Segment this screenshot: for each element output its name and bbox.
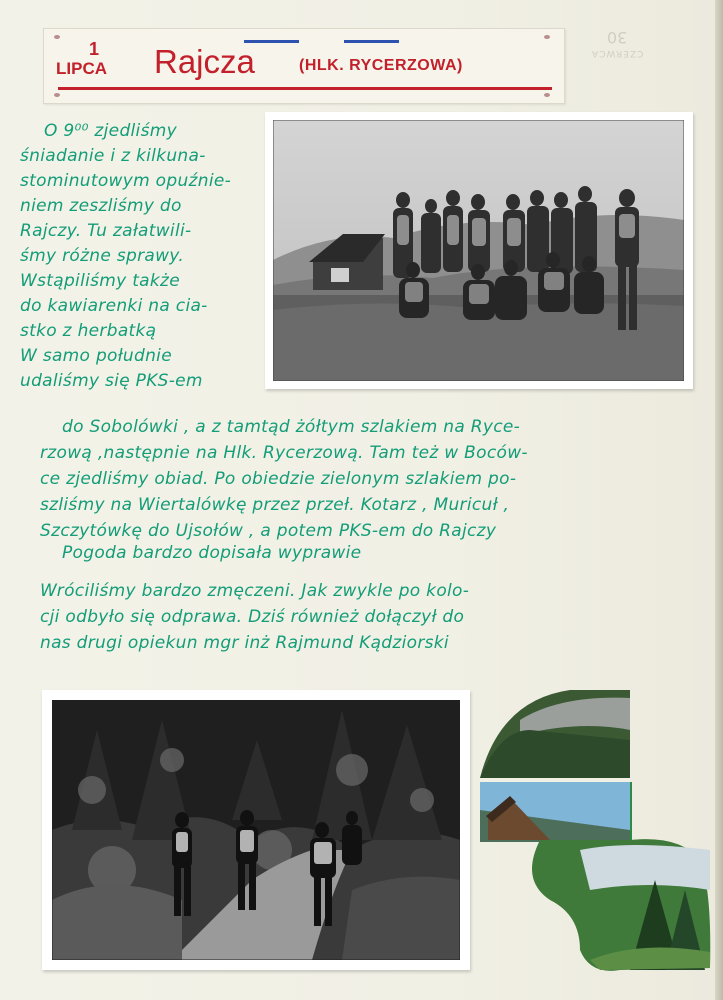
text-line: niem zeszliśmy do	[20, 196, 182, 216]
title-underline	[58, 87, 552, 90]
text-line: Wróciliśmy bardzo zmęczeni. Jak zwykle po kolo-	[40, 581, 470, 601]
text-line: szliśmy na Wiertalówkę przez przeł. Kotarz , Muricuł ,	[40, 495, 510, 515]
text-line: udaliśmy się PKS-em	[20, 371, 203, 391]
text-line: Szczytówkę do Ujsołów , a potem PKS-em do Rajczy	[40, 521, 497, 541]
label-hole	[54, 35, 60, 39]
title-subtitle: (HLK. RYCERZOWA)	[299, 57, 463, 74]
text-line: cji odbyło się odprawa. Dziś również dołączył do	[40, 607, 465, 627]
text-line: stominutowym opuźnie-	[20, 171, 232, 191]
text-line: Rajczy. Tu załatwili-	[20, 221, 192, 241]
collage-mountain-cutout	[480, 690, 630, 782]
title-label	[43, 28, 565, 104]
title-month: LIPCA	[56, 59, 107, 78]
group-photo-image	[273, 120, 684, 381]
text-line: Pogoda bardzo dopisała wyprawie	[62, 543, 362, 563]
text-line: ce zjedliśmy obiad. Po obiedzie zielonym szlakiem po-	[40, 469, 517, 489]
show-through-month: CZERWCA	[590, 48, 643, 58]
label-hole	[54, 93, 60, 97]
group-photo	[265, 112, 693, 389]
title-dash	[344, 40, 399, 43]
text-line: do Sobolówki , a z tamtąd żółtym szlakiem na Ryce-	[62, 417, 521, 437]
label-hole	[544, 35, 550, 39]
text-line: W samo południe	[20, 346, 172, 366]
title-place: Rajcza	[154, 43, 255, 80]
text-line: rzową ,następnie na Hlk. Rycerzową. Tam też w Boców-	[40, 443, 528, 463]
text-line: nas drugi opiekun mgr inż Rajmund Kądziorski	[40, 633, 449, 653]
text-line: śmy różne sprawy.	[20, 246, 185, 266]
text-line: stko z herbatką	[20, 321, 157, 341]
page-edge	[715, 0, 723, 1000]
hiking-photo-image	[52, 700, 460, 960]
title-day: 1	[89, 39, 100, 59]
hiking-photo	[42, 690, 470, 970]
show-through-date: 30	[606, 28, 627, 47]
text-line: do kawiarenki na cia-	[20, 296, 208, 316]
text-line: śniadanie i z kilkuna-	[20, 146, 206, 166]
landscape-collage	[480, 690, 716, 980]
label-hole	[544, 93, 550, 97]
text-line: O 9⁰⁰ zjedliśmy	[44, 121, 177, 141]
text-line: Wstąpiliśmy także	[20, 271, 181, 291]
collage-forest-cutout	[532, 839, 710, 971]
